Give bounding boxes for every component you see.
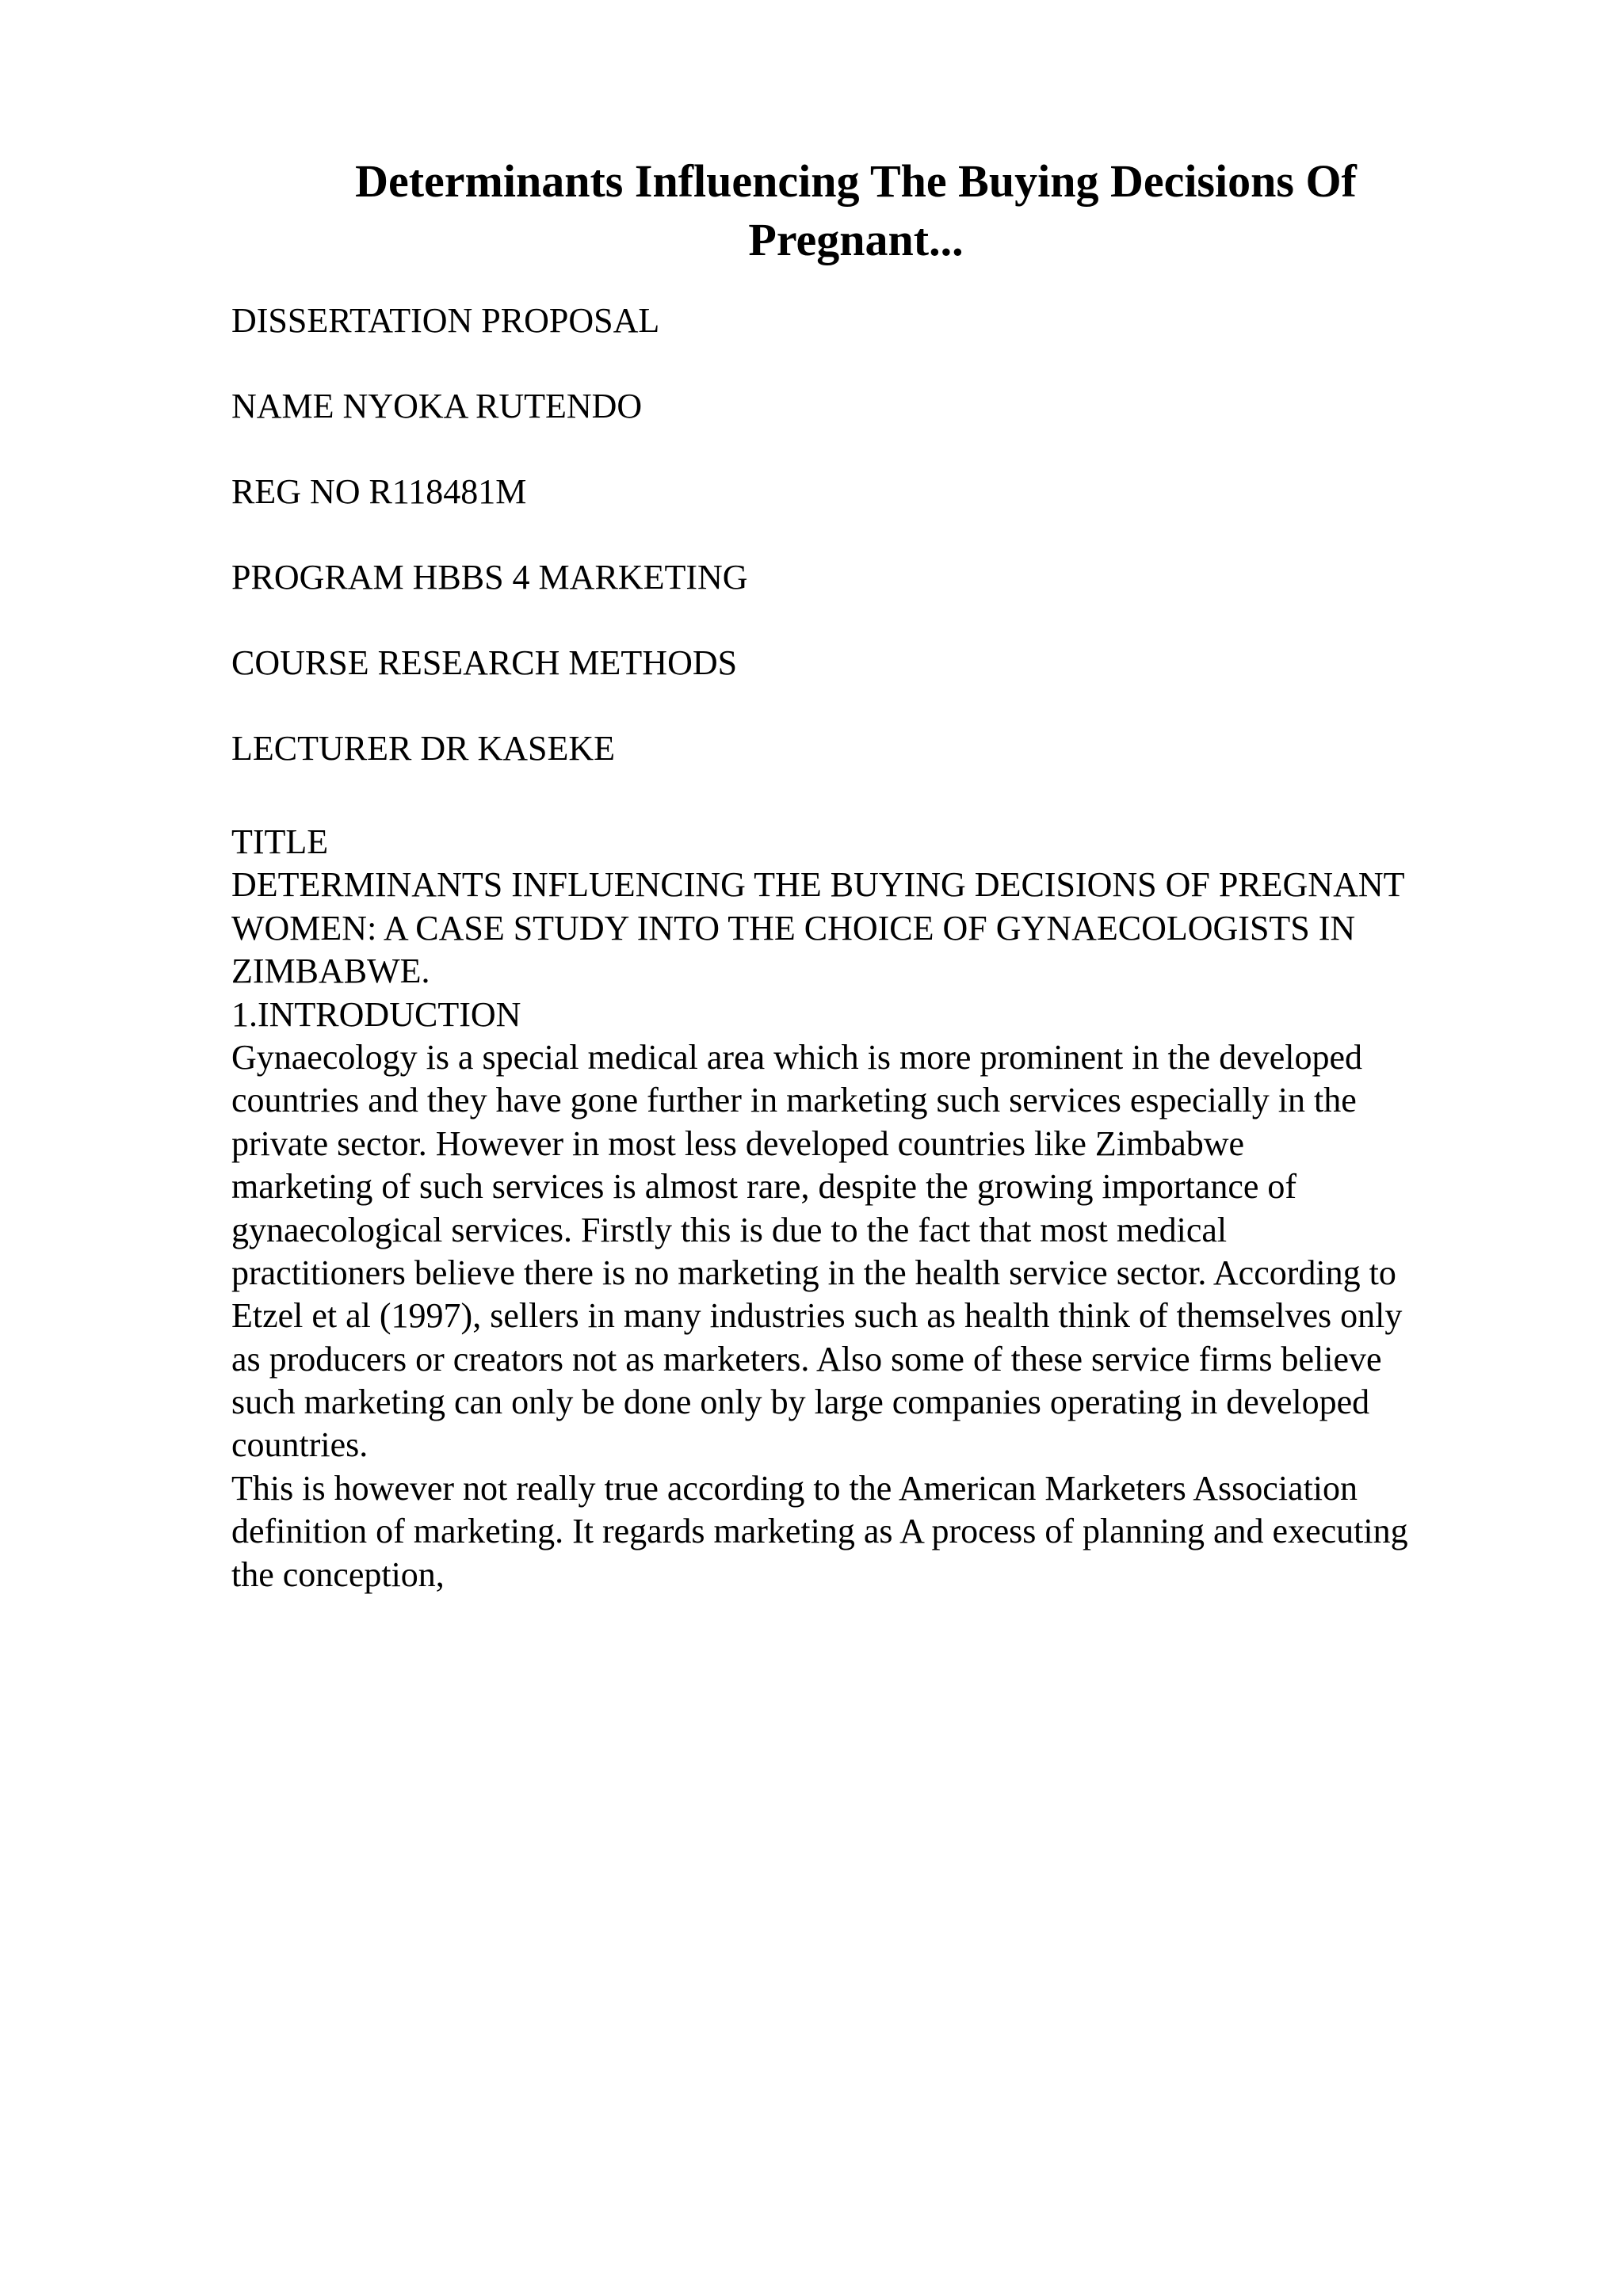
paragraph-line: marketing of such services is almost rare, despite the growing importance of (231, 1167, 1297, 1207)
lecturer-line: LECTURER DR KASEKE (231, 729, 615, 768)
paragraph-line: practitioners believe there is no marketing in the health service sector. According to (231, 1253, 1396, 1292)
paragraph-line: This is however not really true according to the American Marketers Association (231, 1468, 1358, 1508)
paragraph-line: countries and they have gone further in marketing such services especially in the (231, 1081, 1357, 1120)
paragraph-line: Gynaecology is a special medical area which is more prominent in the developed (231, 1037, 1363, 1077)
introduction-heading: 1.INTRODUCTION (231, 994, 521, 1034)
paragraph-line: countries. (231, 1425, 369, 1465)
document-title (285, 152, 1426, 269)
paragraph-line: gynaecological services. Firstly this is due to the fact that most medical (231, 1210, 1228, 1249)
proposal-type-label: DISSERTATION PROPOSAL (231, 301, 660, 340)
student-name-line: NAME NYOKA RUTENDO (231, 387, 643, 425)
paragraph-line: as producers or creators not as marketers. Also some of these service firms believe (231, 1339, 1382, 1379)
document-title-line: Determinants Influencing The Buying Decisions Of (355, 155, 1357, 207)
paragraph-line: such marketing can only be done only by large companies operating in developed (231, 1383, 1370, 1422)
document-title-line: Pregnant... (748, 214, 964, 265)
program-line: PROGRAM HBBS 4 MARKETING (231, 558, 748, 597)
paragraph-line: the conception, (231, 1554, 445, 1594)
proposal-meta-block (231, 299, 1531, 813)
proposal-body (231, 821, 1531, 1596)
section-title-label: TITLE (231, 822, 329, 861)
course-line: COURSE RESEARCH METHODS (231, 643, 738, 682)
paragraph-line: Etzel et al (1997), sellers in many industries such as health think of themselves only (231, 1296, 1403, 1336)
study-title-line: ZIMBABWE. (231, 952, 430, 991)
registration-number-line: REG NO R118481M (231, 472, 527, 511)
study-title-line: DETERMINANTS INFLUENCING THE BUYING DECISIONS OF PREGNANT (231, 865, 1405, 905)
paragraph-line: private sector. However in most less developed countries like Zimbabwe (231, 1123, 1245, 1163)
study-title-line: WOMEN: A CASE STUDY INTO THE CHOICE OF GYNAECOLOGISTS IN (231, 908, 1356, 948)
paragraph-line: definition of marketing. It regards marketing as A process of planning and executing (231, 1512, 1408, 1551)
